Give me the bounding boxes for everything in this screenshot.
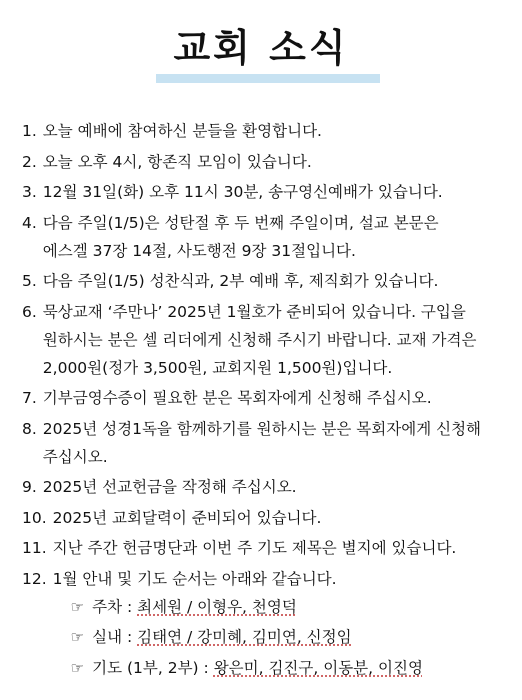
title-underline (156, 74, 380, 83)
notice-item (22, 565, 518, 685)
notice-text (43, 117, 518, 145)
notice-line: 12월 31일(화) 오후 11시 30분, 송구영신예배가 있습니다. (42, 183, 443, 201)
notice-item (22, 148, 518, 176)
notice-number: 2. (22, 152, 37, 171)
notice-line: 1월 안내 및 기도 순서는 아래와 같습니다. (52, 569, 337, 588)
pointing-hand-icon: ☞ (70, 628, 85, 646)
duty-label: 주차 : (92, 597, 138, 616)
duty-item (71, 654, 518, 682)
notice-text (43, 415, 518, 471)
notice-line: 에스겔 37장 14절, 사도행전 9장 31절입니다. (42, 241, 356, 260)
notice-item (22, 534, 518, 562)
notice-number: 9. (22, 478, 37, 496)
notice-item (22, 384, 518, 412)
notice-item (22, 504, 518, 532)
duty-list (53, 593, 518, 682)
duty-label: 기도 (1부, 2부) : (92, 658, 214, 677)
notice-line: 지난 주간 헌금명단과 이번 주 기도 제목은 별지에 있습니다. (52, 539, 457, 557)
notice-text (43, 298, 518, 382)
notice-line: 다음 주일(1/5) 성찬식과, 2부 예배 후, 제직회가 있습니다. (42, 272, 439, 290)
duty-label: 실내 : (92, 628, 138, 646)
notice-number: 10. (22, 508, 47, 527)
notice-item (22, 178, 518, 206)
notice-text (43, 267, 518, 295)
notice-number: 1. (22, 122, 37, 140)
notice-line: 오늘 예배에 참여하신 분들을 환영합니다. (42, 122, 322, 140)
notice-item (22, 209, 518, 265)
pointing-hand-icon: ☞ (70, 597, 85, 616)
notice-number: 3. (22, 183, 37, 201)
notice-item (22, 473, 518, 501)
notice-line: 2,000원(정가 3,500원, 교회지원 1,500원)입니다. (42, 358, 393, 377)
notice-line: 오늘 오후 4시, 항존직 모임이 있습니다. (42, 152, 312, 171)
notice-list (22, 117, 518, 687)
notice-text (43, 178, 518, 206)
notice-item (22, 267, 518, 295)
notice-number: 8. (22, 419, 37, 438)
notice-item (22, 298, 518, 382)
pointing-hand-icon: ☞ (70, 658, 85, 677)
page-title: 교회 소식 (173, 26, 349, 70)
duty-names: 최세원 / 이형우, 천영덕 (137, 597, 297, 616)
notice-line: 2025년 성경1독을 함께하기를 원하시는 분은 목회자에게 신청해 (42, 419, 482, 438)
notice-text (53, 565, 518, 685)
notice-number: 6. (22, 302, 37, 321)
notice-line: 다음 주일(1/5)은 성탄절 후 두 번째 주일이며, 설교 본문은 (42, 213, 439, 232)
title-wrap (0, 24, 522, 72)
notice-number: 7. (22, 389, 37, 407)
notice-text (43, 148, 518, 176)
notice-line: 2025년 교회달력이 준비되어 있습니다. (52, 508, 322, 527)
duty-item (71, 623, 518, 651)
notice-line: 묵상교재 ‘주만나’ 2025년 1월호가 준비되어 있습니다. 구입을 (42, 302, 466, 321)
notice-text (43, 473, 518, 501)
notice-item (22, 415, 518, 471)
notice-number: 11. (22, 539, 47, 557)
notice-item (22, 117, 518, 145)
notice-line: 주십시오. (42, 447, 108, 466)
notice-line: 2025년 선교헌금을 작정해 주십시오. (42, 478, 297, 496)
duty-names: 김태연 / 강미혜, 김미연, 신정임 (137, 628, 352, 646)
notice-text (53, 534, 518, 562)
notice-line: 원하시는 분은 셀 리더에게 신청해 주시기 바랍니다. 교재 가격은 (42, 330, 477, 349)
duty-names: 왕은미, 김진구, 이동분, 이진영 (213, 658, 423, 677)
duty-item (71, 593, 518, 621)
notice-number: 4. (22, 213, 37, 232)
notice-text (43, 209, 518, 265)
notice-line: 기부금영수증이 필요한 분은 목회자에게 신청해 주십시오. (42, 389, 432, 407)
notice-number: 5. (22, 272, 37, 290)
notice-text (43, 384, 518, 412)
notice-number: 12. (22, 569, 47, 588)
notice-text (53, 504, 518, 532)
